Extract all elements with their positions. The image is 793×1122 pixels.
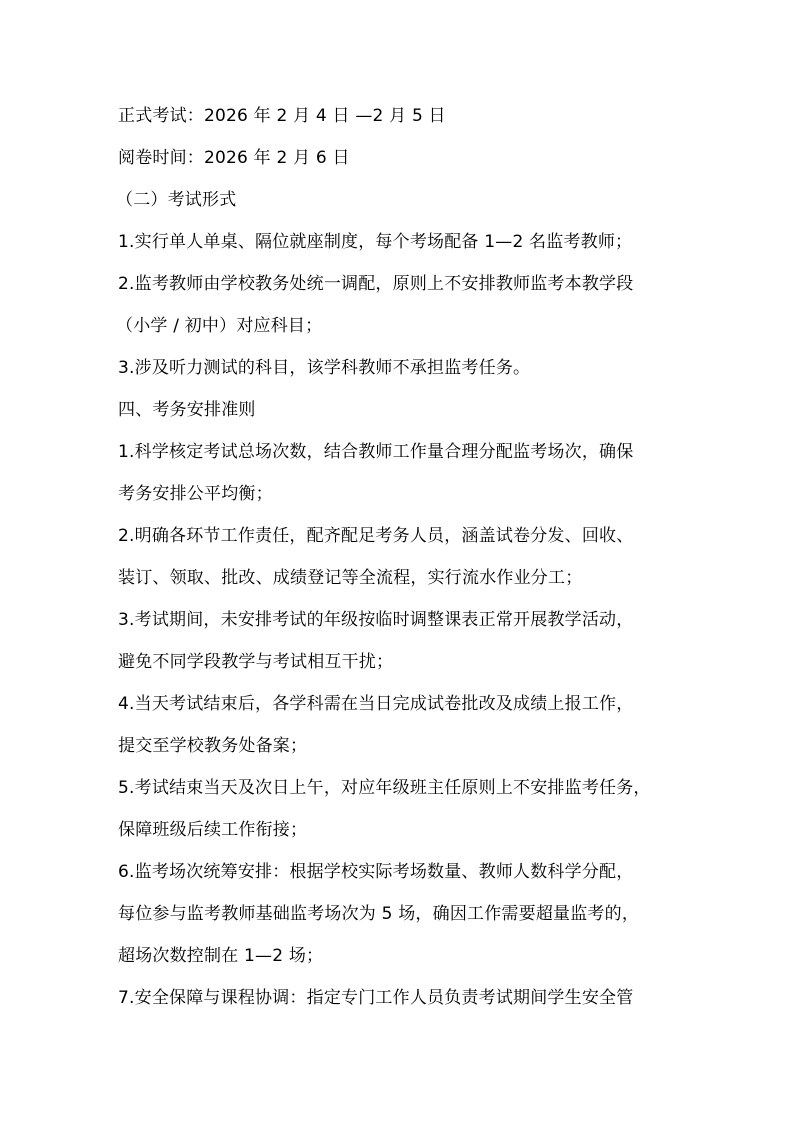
rule-item-1: 1.科学核定考试总场次数，结合教师工作量合理分配监考场次，确保: [118, 442, 634, 462]
format-item-3: 3.涉及听力测试的科目，该学科教师不承担监考任务。: [118, 358, 531, 378]
rule-item-1-continued: 考务安排公平均衡；: [118, 484, 273, 504]
format-item-2: 2.监考教师由学校教务处统一调配，原则上不安排教师监考本教学段: [118, 274, 634, 294]
rule-item-2-continued: 装订、领取、批改、成绩登记等全流程，实行流水作业分工；: [118, 568, 583, 588]
section-heading-exam-format: （二）考试形式: [116, 190, 237, 210]
rule-item-4-continued: 提交至学校教务处备案；: [118, 736, 308, 756]
rule-item-5: 5.考试结束当天及次日上午，对应年级班主任原则上不安排监考任务，: [118, 778, 651, 798]
rule-item-3: 3.考试期间，未安排考试的年级按临时调整课表正常开展教学活动，: [118, 610, 634, 630]
rule-item-6-continued: 每位参与监考教师基础监考场次为 5 场，确因工作需要超量监考的，: [118, 904, 640, 924]
rule-item-6-continued-2: 超场次数控制在 1—2 场；: [118, 946, 324, 966]
section-heading-exam-affairs: 四、考务安排准则: [118, 400, 256, 420]
rule-item-3-continued: 避免不同学段教学与考试相互干扰；: [118, 652, 394, 672]
rule-item-2: 2.明确各环节工作责任，配齐配足考务人员，涵盖试卷分发、回收、: [118, 526, 634, 546]
format-item-2-continued: （小学 / 初中）对应科目；: [116, 316, 323, 336]
rule-item-6: 6.监考场次统筹安排：根据学校实际考场数量、教师人数科学分配，: [118, 862, 634, 882]
format-item-1: 1.实行单人单桌、隔位就座制度，每个考场配备 1—2 名监考教师；: [118, 232, 633, 252]
rule-item-7: 7.安全保障与课程协调：指定专门工作人员负责考试期间学生安全管: [118, 988, 634, 1008]
rule-item-4: 4.当天考试结束后，各学科需在当日完成试卷批改及成绩上报工作，: [118, 694, 634, 714]
grading-date-line: 阅卷时间：2026 年 2 月 6 日: [118, 148, 350, 168]
exam-date-line: 正式考试：2026 年 2 月 4 日 —2 月 5 日: [118, 106, 446, 126]
rule-item-5-continued: 保障班级后续工作衔接；: [118, 820, 308, 840]
